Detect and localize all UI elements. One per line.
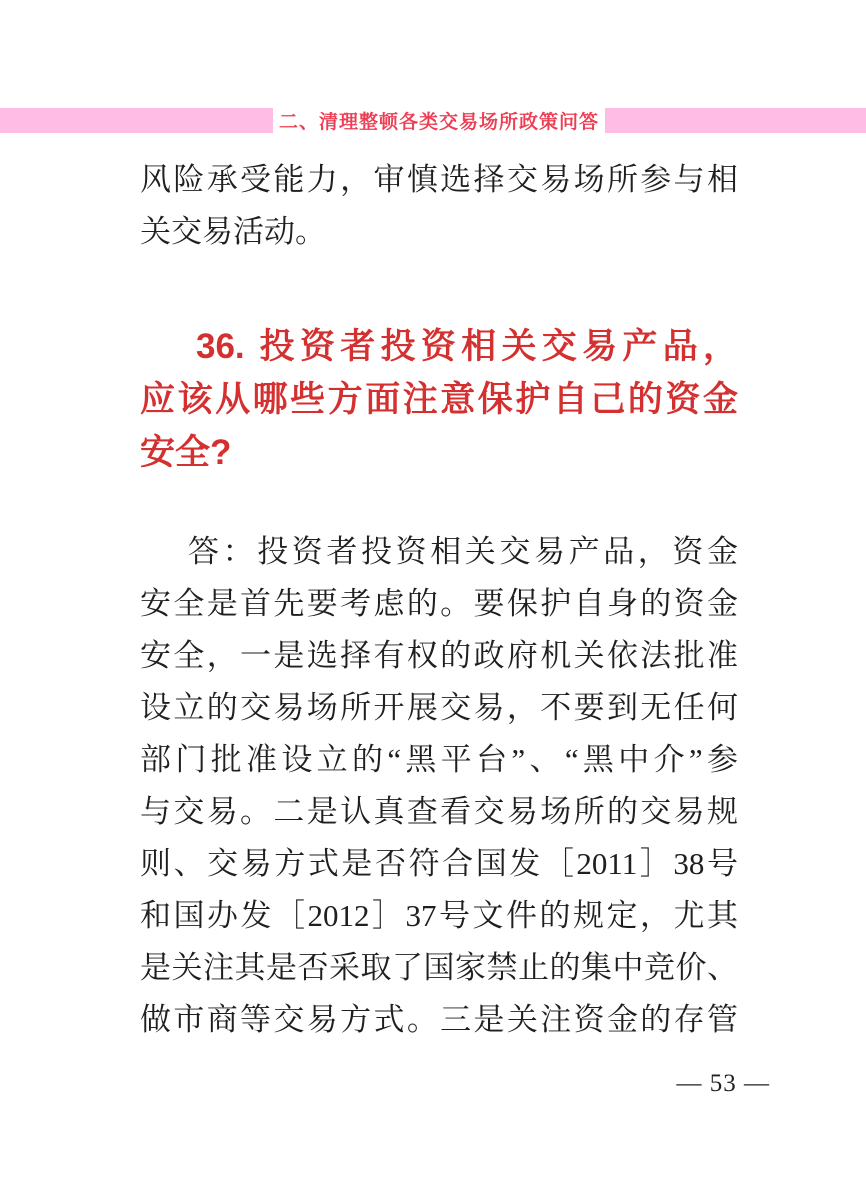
paragraph-continuation [140, 154, 738, 258]
chapter-title: 二、清理整顿各类交易场所政策问答 [278, 112, 599, 133]
question-heading [140, 320, 738, 479]
text-line: 风险承受能力，审慎选择交易场所参与相 [140, 162, 738, 197]
header-band-right [605, 108, 866, 133]
chapter-header-band [0, 108, 866, 133]
answer-line: 设立的交易场所开展交易，不要到无任何 [140, 690, 738, 725]
answer-line: 和国办发［2012］37号文件的规定，尤其 [140, 898, 738, 933]
answer-line: 是关注其是否采取了国家禁止的集中竞价、 [140, 950, 738, 985]
answer-line: 部门批准设立的“黑平台”、“黑中介”参 [140, 742, 738, 777]
page-number: — 53 — [676, 1070, 770, 1097]
question-line: 应该从哪些方面注意保护自己的资金 [140, 380, 738, 419]
answer-line: 答：投资者投资相关交易产品，资金 [188, 534, 738, 569]
question-line: 36. 投资者投资相关交易产品， [196, 327, 738, 366]
answer-line: 与交易。二是认真查看交易场所的交易规 [140, 794, 738, 829]
answer-line: 做市商等交易方式。三是关注资金的存管 [140, 1002, 738, 1037]
answer-line: 安全是首先要考虑的。要保护自身的资金 [140, 586, 738, 621]
header-band-left [0, 108, 273, 133]
question-line: 安全? [140, 433, 232, 472]
text-line: 关交易活动。 [140, 214, 326, 249]
answer-paragraph [140, 526, 738, 1046]
answer-line: 安全，一是选择有权的政府机关依法批准 [140, 638, 738, 673]
answer-line: 则、交易方式是否符合国发［2011］38号 [140, 846, 738, 881]
